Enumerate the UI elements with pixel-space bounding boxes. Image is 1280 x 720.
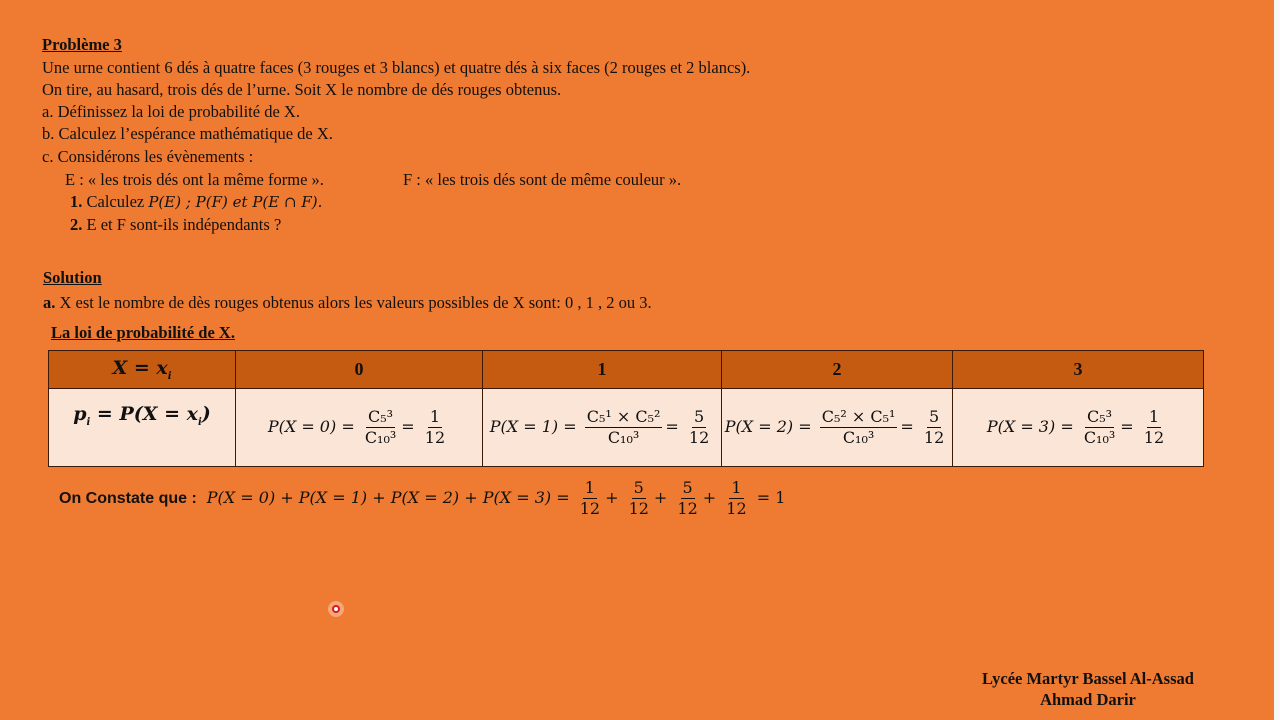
prob-result-1: $\frac{5}{12}$ [688,407,710,447]
row-label-cell: $p_i = P(X = x_i)$ [49,389,236,467]
footer-school: Lycée Martyr Bassel Al-Assad [982,669,1194,688]
prob-frac-2: $\frac{\text{C₅² × C₅¹}}{\text{C₁₀³}}$ [821,407,896,447]
prob-lhs-1: P(X = 1) = [489,417,577,436]
solution-a [43,293,652,313]
question-a: a. Définissez la loi de probabilité de X. [42,102,300,121]
event-e: E : « les trois dés ont la même forme ». [65,170,324,189]
prob-lhs-3: P(X = 3) = [986,417,1074,436]
question-b: b. Calculez l’espérance mathématique de X. [42,124,333,143]
prob-result-0: $\frac{1}{12}$ [424,407,446,447]
header-label-cell [49,351,236,389]
prob-cell-1: P(X = 1) = $\frac{\text{C₅¹ × C₅²}}{\text{C₁₀³}}$ = $\frac{5}{12}$ [483,389,722,467]
question-2-text: E et F sont-ils indépendants ? [86,215,282,234]
prob-cell-0: P(X = 0) = $\frac{\text{C₅³}}{\text{C₁₀³}}$ = $\frac{1}{12}$ [236,389,483,467]
table-header-row [49,351,1204,389]
right-edge-strip [1274,0,1280,720]
prob-result-3: $\frac{1}{12}$ [1143,407,1165,447]
probleme-title: Problème 3 [42,35,122,54]
header-value-3: 3 [953,351,1204,389]
question-2 [70,215,281,235]
footer [968,668,1208,710]
row-label-rest: = P(X = x [90,403,198,425]
prob-lhs-0: P(X = 0) = [267,417,355,436]
question-2-number: 2. [70,215,83,234]
probleme-line-1: Une urne contient 6 dés à quatre faces (3 rouges et 3 blancs) et quatre dés à six faces (2 rouges et 2 blancs). [42,58,751,77]
solution-a-text: X est le nombre de dès rouges obtenus alors les valeurs possibles de X sont: 0 , 1 , 2 ou 3. [59,293,652,312]
constate-label: On Constate que : [59,489,197,507]
solution-title: Solution [43,268,102,287]
constate-line: On Constate que : P(X = 0) + P(X = 1) + P(X = 2) + P(X = 3) = $\frac{1}{12}$ + $\frac{5}{12}$ + $\frac{5}{12}$ + $\frac{1}{12}$ = 1 [59,478,786,518]
footer-author: Ahmad Darir [1040,690,1136,709]
table-probability-row [49,389,1204,467]
prob-frac-1: $\frac{\text{C₅¹ × C₅²}}{\text{C₁₀³}}$ [586,407,661,447]
constate-sum: P(X = 0) + P(X = 1) + P(X = 2) + P(X = 3) = [206,488,570,507]
row-label-end: ) [201,403,211,425]
prob-cell-2: P(X = 2) = $\frac{\text{C₅² × C₅¹}}{\text{C₁₀³}}$ = $\frac{5}{12}$ [722,389,953,467]
header-label: X = x [112,357,168,380]
prob-frac-3: $\frac{\text{C₅³}}{\text{C₁₀³}}$ [1083,407,1116,447]
prob-lhs-2: P(X = 2) = [724,417,812,436]
question-c: c. Considérons les évènements : [42,147,254,166]
question-1 [70,192,322,212]
solution-a-label: a. [43,293,56,312]
header-value-2: 2 [722,351,953,389]
constate-frac-2: $\frac{5}{12}$ [677,478,698,518]
question-1-text: Calculez [86,192,145,211]
event-f: F : « les trois dés sont de même couleur ». [403,170,682,189]
constate-frac-3: $\frac{1}{12}$ [726,478,747,518]
prob-frac-0: $\frac{\text{C₅³}}{\text{C₁₀³}}$ [364,407,397,447]
prob-result-2: $\frac{5}{12}$ [923,407,945,447]
table-title: La loi de probabilité de X. [51,323,235,342]
header-sub: i [167,370,172,382]
question-1-number: 1. [70,192,83,211]
prob-cell-3: P(X = 3) = $\frac{\text{C₅³}}{\text{C₁₀³}}$ = $\frac{1}{12}$ [953,389,1204,467]
mouse-cursor-indicator [328,601,344,617]
probleme-line-2: On tire, au hasard, trois dés de l’urne. Soit X le nombre de dés rouges obtenus. [42,80,562,99]
header-value-1: 1 [483,351,722,389]
header-value-0: 0 [236,351,483,389]
probability-table [48,350,1204,467]
row-label-p: p [73,403,87,425]
question-1-math: P(E) ; P(F) et P(E ∩ F). [148,193,323,211]
constate-frac-1: $\frac{5}{12}$ [628,478,649,518]
constate-frac-0: $\frac{1}{12}$ [579,478,601,518]
constate-result: = 1 [756,488,786,507]
